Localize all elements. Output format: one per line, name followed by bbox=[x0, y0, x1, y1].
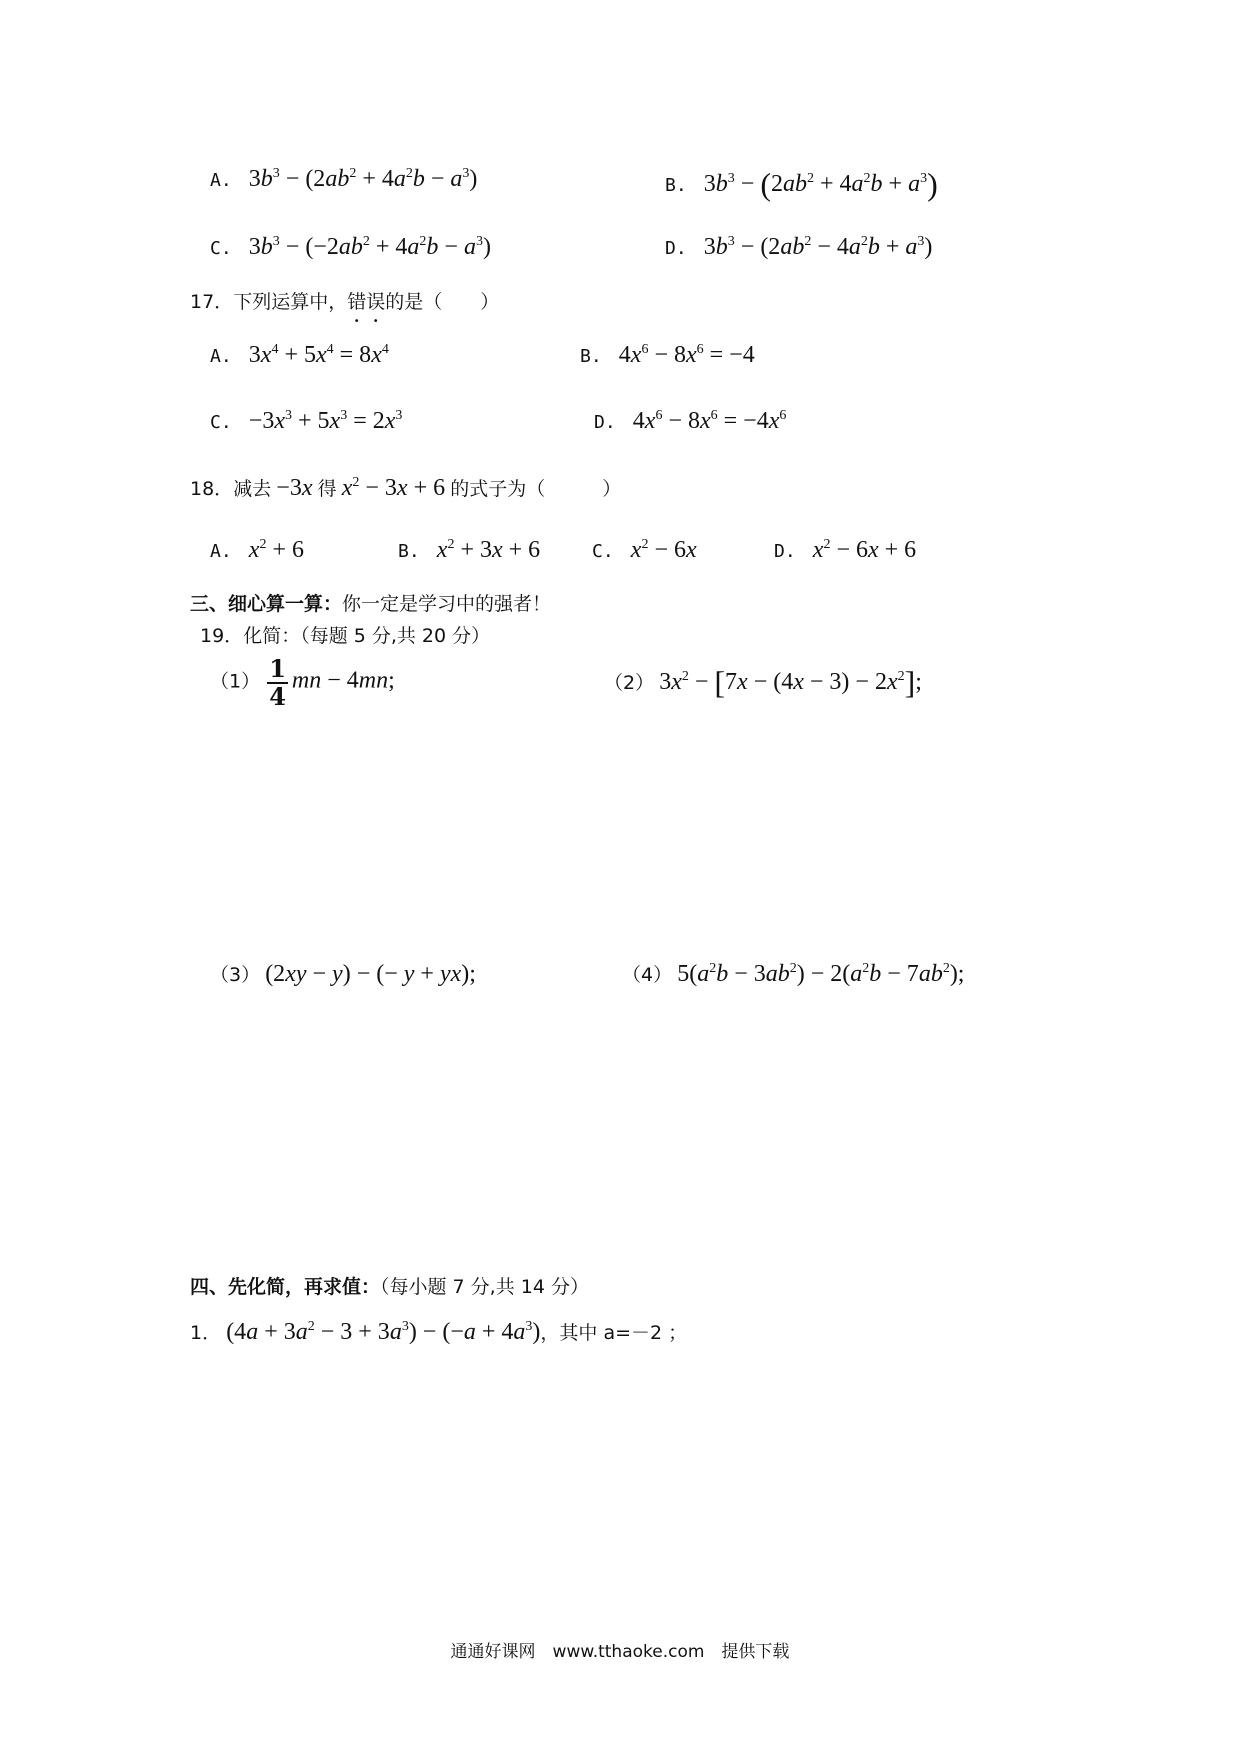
item-number: （2） bbox=[604, 672, 655, 694]
item-number: （3） bbox=[210, 964, 261, 986]
question-number: 1． bbox=[190, 1322, 222, 1344]
page-footer: 通通好课网 www.tthaoke.com 提供下载 bbox=[450, 1642, 790, 1662]
option-expression: $3b^3 - (2ab^2 - 4a^2b + a^3)$ bbox=[703, 234, 933, 260]
option-label: A. bbox=[210, 541, 232, 562]
question-expression: $(4a + 3a^2 - 3 + 3a^3) - (-a + 4a^3)$ bbox=[226, 1319, 541, 1345]
item-number: （4） bbox=[622, 964, 673, 986]
section-title: 三、细心算一算： bbox=[190, 593, 343, 615]
question-condition: ，其中 a=－2 ； bbox=[540, 1322, 688, 1344]
option-label: A. bbox=[210, 346, 232, 367]
option-label: C. bbox=[210, 412, 232, 433]
option-expression: $4x^6 - 8x^6 = -4$ bbox=[618, 342, 755, 368]
stem-expression: −3x bbox=[276, 475, 313, 501]
q19-item-2 bbox=[604, 664, 922, 701]
stem-text: 的式子为（ ） bbox=[450, 478, 622, 500]
q17-option-c bbox=[210, 408, 402, 435]
section-subtitle: （每小题 7 分,共 14 分） bbox=[380, 1276, 589, 1298]
option-expression: $3b^3 - (2ab^2 + 4a^2b + a^3)$ bbox=[703, 166, 938, 202]
q19-item-3 bbox=[210, 960, 476, 988]
q18-option-d bbox=[774, 537, 916, 564]
q17-stem bbox=[190, 287, 499, 314]
option-expression: $3b^3 - (2ab^2 + 4a^2b - a^3)$ bbox=[248, 166, 478, 192]
option-expression: $3x^4 + 5x^4 = 8x^4$ bbox=[248, 342, 389, 368]
item-expression: $5(a^2b - 3ab^2) - 2(a^2b - 7ab^2)$; bbox=[677, 961, 965, 987]
section-subtitle: 你一定是学习中的强者！ bbox=[342, 593, 552, 615]
option-label: D. bbox=[665, 238, 687, 259]
option-label: D. bbox=[774, 541, 796, 562]
question-number: 19． bbox=[200, 625, 244, 647]
section-3-heading bbox=[190, 589, 551, 616]
q19-item-1 bbox=[210, 656, 395, 710]
stem-text: 得 bbox=[317, 478, 337, 500]
option-label: D. bbox=[594, 412, 616, 433]
option-expression: $4x^6 - 8x^6 = -4x^6$ bbox=[632, 408, 787, 434]
stem-text: 的是（ ） bbox=[385, 291, 500, 313]
stem-text: 化简：（每题 5 分,共 20 分） bbox=[243, 625, 491, 647]
item-number: （1） bbox=[210, 670, 261, 693]
item-expression: (2xy − y) − (− y + yx); bbox=[265, 961, 476, 987]
option-label: B. bbox=[665, 175, 687, 196]
question-number: 18． bbox=[190, 478, 234, 500]
item-expression: mn − 4mn; bbox=[291, 667, 395, 694]
q16-option-b bbox=[665, 166, 938, 203]
fraction-one-quarter: $\frac{1}{4}$ bbox=[269, 654, 286, 711]
question-number: 17． bbox=[190, 291, 234, 313]
q18-option-c bbox=[592, 537, 697, 564]
option-label: B. bbox=[398, 541, 420, 562]
stem-expression: $x^2 - 3x + 6$ bbox=[341, 475, 446, 501]
option-label: C. bbox=[210, 238, 232, 259]
q18-option-a bbox=[210, 537, 304, 564]
option-label: B. bbox=[580, 346, 602, 367]
option-expression: $x^2 + 3x + 6$ bbox=[436, 537, 541, 563]
q18-stem bbox=[190, 474, 621, 502]
option-label: C. bbox=[592, 541, 614, 562]
option-expression: $x^2 + 6$ bbox=[248, 537, 304, 563]
q17-option-a bbox=[210, 342, 389, 369]
section-4-heading bbox=[190, 1272, 589, 1299]
q17-option-d bbox=[594, 408, 786, 435]
q16-option-d bbox=[665, 234, 932, 261]
emphasis-char: 误 bbox=[366, 291, 386, 313]
q18-option-b bbox=[398, 537, 540, 564]
option-expression: $x^2 - 6x + 6$ bbox=[812, 537, 917, 563]
section-title: 四、先化简，再求值： bbox=[190, 1276, 381, 1298]
emphasis-char: 错 bbox=[347, 291, 367, 313]
q16-option-c bbox=[210, 234, 491, 261]
section-4-question-1 bbox=[190, 1318, 687, 1346]
q19-item-4 bbox=[622, 960, 964, 988]
option-expression: $3b^3 - (-2ab^2 + 4a^2b - a^3)$ bbox=[248, 234, 491, 260]
q17-option-b bbox=[580, 342, 755, 369]
q16-option-a bbox=[210, 166, 477, 193]
option-label: A. bbox=[210, 170, 232, 191]
stem-text: 减去 bbox=[233, 478, 272, 500]
item-expression: $3x^2 - [7x - (4x - 3) - 2x^2]$; bbox=[659, 664, 922, 700]
option-expression: $-3x^3 + 5x^3 = 2x^3$ bbox=[248, 408, 403, 434]
stem-text: 下列运算中， bbox=[233, 291, 348, 313]
q19-stem bbox=[200, 621, 490, 648]
option-expression: $x^2 - 6x$ bbox=[630, 537, 697, 563]
